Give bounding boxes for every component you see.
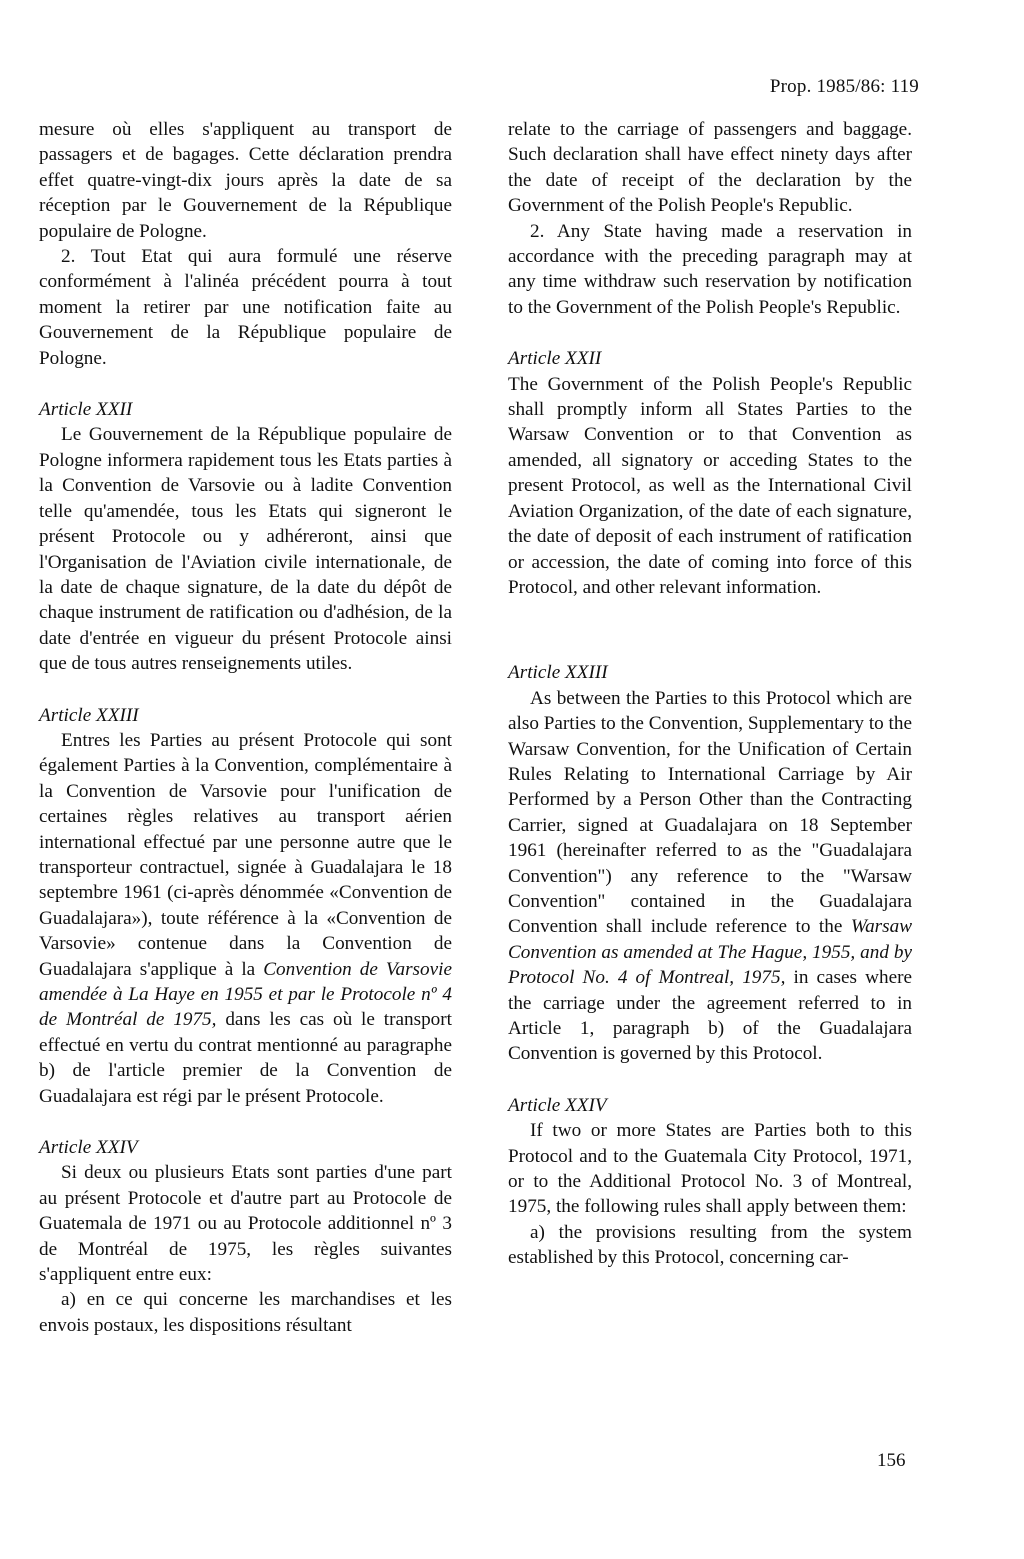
english-article-22-text: The Government of the Polish People's Republic shall promptly inform all States Parties to the Warsaw Convention or to that Convention as amended, all signatory or acceding States to the present Protocol, as well as the International Civil Aviation Organization, of the date of each signature, the date of deposit of each instrument of ratification or accession, the date of coming into force of this Protocol, and other relevant information. [508,373,912,598]
english-article-23-text-italic: Warsaw Convention as amended at The Hague, 1955, and by Protocol No. 4 of Montreal, 1975, [508,916,912,989]
english-article-23-text-part-a: As between the Parties to this Protocol which are also Parties to the Convention, Supplementary to the Warsaw Convention, for the Unification of Certain Rules Relating to International Carriage by Air Performed by a Person Other than the Contracting Carrier, signed at Guadalajara on 18 September 1961 (hereinafter referred to as the "Guadalajara Convention") any reference to the "Warsaw Convention" contained in the Guadalajara Convention shall include reference to the [508,687,912,938]
english-article-22-title: Article XXII [508,348,602,370]
english-article-22 [508,346,912,600]
english-article-24-text: If two or more States are Parties both to this Protocol and to the Guatemala City Protocol, 1971, or to the Additional Protocol No. 3 of Montreal, 1975, the following rules shall apply between them: [508,1120,912,1218]
french-article-22-title: Article XXII [39,399,133,421]
french-article-23-text-part-a: Entres les Parties au présent Protocole qui sont également Parties à la Convention, complémentaire à la Convention de Varsovie pour l'unification de certaines règles relatives au transport aérien international effectué par une personne autre que le transporteur contractuel, signée à Guadalajara le 18 septembre 1961 (ci-après dénommée «Convention de Guadalajara»), toute référence à la «Convention de Varsovie» contenue dans la Convention de Guadalajara s'applique à la [39,729,452,980]
english-intro-paragraph-1: relate to the carriage of passengers and baggage. Such declaration shall have effect ninety days after the date of receipt of the declaration by the Government of the Polish People's Republic. [508,119,912,217]
french-column [39,117,452,1338]
french-intro-paragraph-2: 2. Tout Etat qui aura formulé une réserve conformément à l'alinéa précédent pourra à tout moment la retirer par une notification faite au Gouvernement de la République populaire de Pologne. [39,246,452,369]
english-article-23-text [508,686,912,1067]
english-column [508,117,912,1271]
french-article-23-text-italic: Convention de Varsovie amendée à La Haye en 1955 et par le Protocole nº 4 de Montréal de 1975, [39,958,452,1031]
french-article-22-text: Le Gouvernement de la République populaire de Pologne informera rapidement tous les Etats parties à la Convention de Varsovie ou à ladite Convention telle qu'amendée, tous les Etats qui signeront le présent Protocole ou y adhéreront, ainsi que l'Organisation de l'Aviation civile internationale, de la date de chaque signature, de la date du dépôt de chaque instrument de ratification ou d'adhésion, de la date d'entrée en vigueur du présent Protocole ainsi que de tous autres renseignements utiles. [39,424,452,675]
french-intro-paragraph-1: mesure où elles s'appliquent au transport de passagers et de bagages. Cette déclaration prendra effet quatre-vingt-dix jours après la date de sa réception par le Gouvernement de la République populaire de Pologne. [39,119,452,242]
document-reference: Prop. 1985/86: 119 [769,76,919,97]
french-article-24 [39,1135,452,1338]
english-article-23 [508,660,912,1067]
french-article-24-item-a: a) en ce qui concerne les marchandises et les envois postaux, les dispositions résultant [39,1289,452,1336]
french-article-24-title: Article XXIV [39,1137,138,1159]
page-number: 156 [877,1450,906,1471]
english-article-24-item-a: a) the provisions resulting from the system established by this Protocol, concerning car- [508,1221,912,1269]
french-article-23-title: Article XXIII [39,704,139,726]
english-article-24 [508,1093,912,1271]
english-article-23-text-part-b: in cases where the carriage under the agreement referred to in Article 1, paragraph b) of the Guadalajara Convention is governed by this Protocol. [508,967,912,1065]
french-article-22 [39,397,452,676]
english-article-24-title: Article XXIV [508,1094,607,1116]
english-intro-paragraph-2: 2. Any State having made a reservation in accordance with the preceding paragraph may at any time withdraw such reservation by notification to the Government of the Polish People's Republic. [508,220,912,318]
french-article-24-text: Si deux ou plusieurs Etats sont parties d'une part au présent Protocole et d'autre part au Protocole de Guatemala de 1971 ou au Protocole additionnel nº 3 de Montréal de 1975, les règles suivantes s'appliquent entre eux: [39,1162,452,1286]
french-article-23-text [39,728,452,1109]
french-article-23-text-part-b: dans les cas où le transport effectué en vertu du contrat mentionné au paragraphe b) de l'article premier de la Convention de Guadalajara est régi par le présent Protocole. [39,1009,452,1107]
french-article-23 [39,703,452,1110]
english-article-23-title: Article XXIII [508,662,608,684]
